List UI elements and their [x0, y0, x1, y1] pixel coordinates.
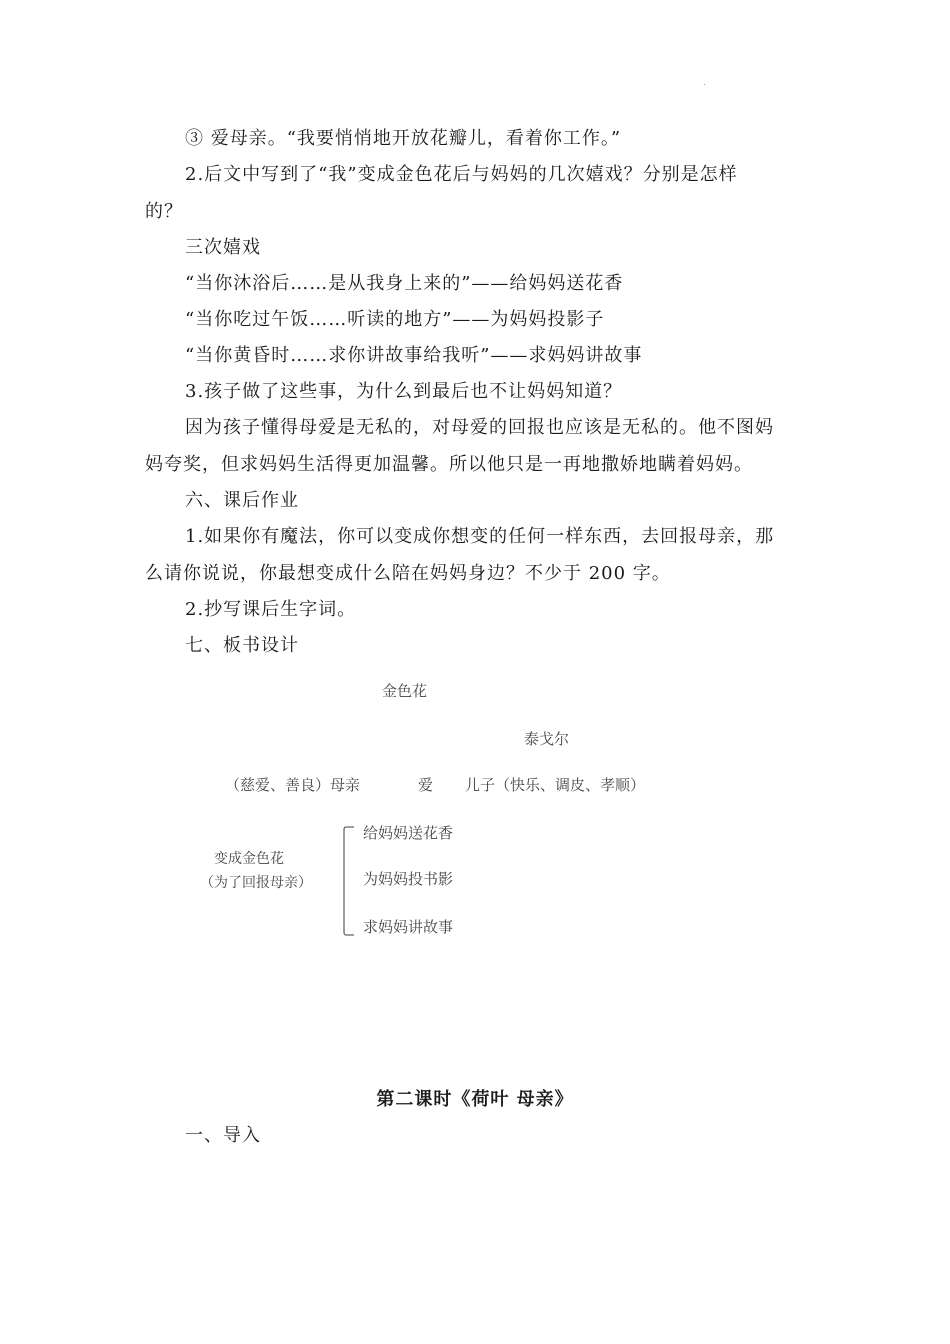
- board-branch-3: 求妈妈讲故事: [363, 918, 454, 936]
- board-bracket: [340, 826, 356, 936]
- play-2: “当你吃过午饭……听读的地方”——为妈妈投影子: [185, 309, 605, 330]
- answer-3-line2: 妈夸奖，但求妈妈生活得更加温馨。所以他只是一再地撒娇地瞒着妈妈。: [145, 454, 753, 475]
- lesson-2-title: 第二课时《荷叶 母亲》: [376, 1089, 574, 1110]
- header-mark: .: [703, 78, 706, 87]
- board-branch-2: 为妈妈投书影: [363, 870, 454, 888]
- board-branch-1: 给妈妈送花香: [363, 824, 454, 842]
- board-center-line2: （为了回报母亲）: [200, 875, 312, 891]
- homework-1-line2: 么请你说说，你最想变成什么陪在妈妈身边？不少于 200 字。: [145, 563, 671, 584]
- intro-heading: 一、导入: [185, 1125, 261, 1146]
- board-relation-love: 爱: [418, 776, 434, 794]
- homework-heading: 六、课后作业: [185, 490, 299, 511]
- play-1: “当你沐浴后……是从我身上来的”——给妈妈送花香: [185, 273, 624, 294]
- three-plays-heading: 三次嬉戏: [185, 237, 261, 258]
- board-title: 金色花: [382, 682, 428, 700]
- board-design-heading: 七、板书设计: [185, 635, 299, 656]
- play-3: “当你黄昏时……求你讲故事给我听”——求妈妈讲故事: [185, 345, 643, 366]
- answer-3-line1: 因为孩子懂得母爱是无私的，对母爱的回报也应该是无私的。他不图妈: [185, 417, 774, 438]
- homework-2: 2.抄写课后生字词。: [185, 599, 357, 620]
- board-relation-son: 儿子（快乐、调皮、孝顺）: [465, 776, 646, 794]
- paragraph-love-mother: ③ 爱母亲。“我要悄悄地开放花瓣儿，看着你工作。”: [185, 128, 622, 149]
- question-2-line1: 2.后文中写到了“我”变成金色花后与妈妈的几次嬉戏？分别是怎样: [185, 164, 738, 185]
- homework-1-line1: 1.如果你有魔法，你可以变成你想变的任何一样东西，去回报母亲，那: [185, 526, 775, 547]
- board-center-line1: 变成金色花: [214, 851, 284, 867]
- question-2-line2: 的？: [145, 201, 183, 222]
- question-3: 3.孩子做了这些事，为什么到最后也不让妈妈知道？: [185, 381, 623, 402]
- board-author: 泰戈尔: [524, 730, 570, 748]
- board-relation-mother: （慈爱、善良）母亲: [225, 776, 361, 794]
